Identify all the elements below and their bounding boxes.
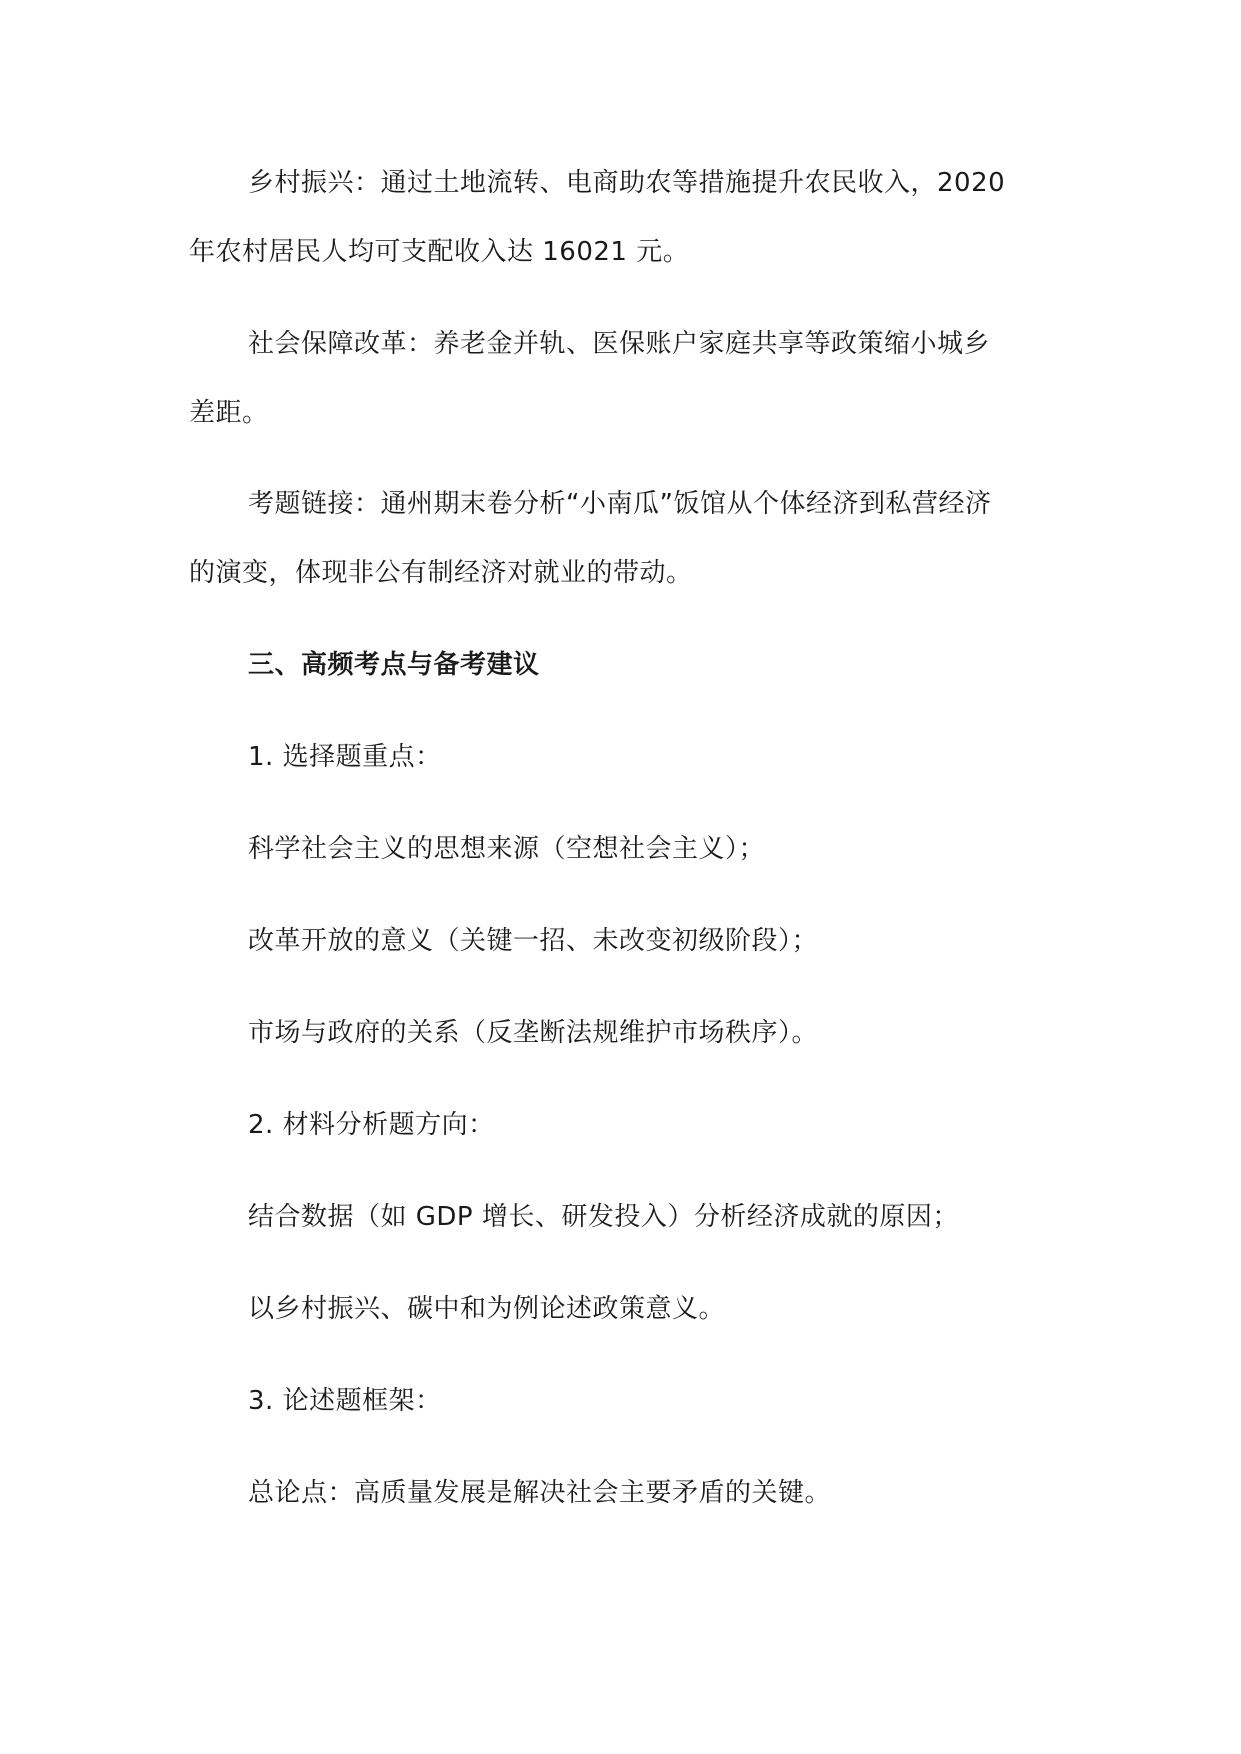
item-2-point-2: 以乡村振兴、碳中和为例论述政策意义。 (248, 1294, 726, 1324)
paragraph-rural-line-1: 乡村振兴：通过土地流转、电商助农等措施提升农民收入，2020 (248, 168, 1006, 198)
item-2-title: 2. 材料分析题方向： (248, 1110, 495, 1140)
item-1-point-2: 改革开放的意义（关键一招、未改变初级阶段）； (248, 926, 819, 956)
paragraph-social-security-line-2: 差距。 (189, 398, 269, 428)
item-3-title: 3. 论述题框架： (248, 1386, 442, 1416)
item-1-point-3: 市场与政府的关系（反垄断法规维护市场秩序）。 (248, 1018, 819, 1048)
paragraph-exam-link-line-2: 的演变，体现非公有制经济对就业的带动。 (189, 558, 693, 588)
item-1-title: 1. 选择题重点： (248, 742, 442, 772)
paragraph-exam-link-line-1: 考题链接：通州期末卷分析“小南瓜”饭馆从个体经济到私营经济 (248, 489, 992, 519)
item-3-point-1: 总论点：高质量发展是解决社会主要矛盾的关键。 (248, 1478, 832, 1508)
paragraph-rural-line-2: 年农村居民人均可支配收入达 16021 元。 (189, 237, 690, 267)
item-1-point-1: 科学社会主义的思想来源（空想社会主义）； (248, 834, 766, 864)
paragraph-social-security-line-1: 社会保障改革：养老金并轨、医保账户家庭共享等政策缩小城乡 (248, 329, 991, 359)
section-heading-3: 三、高频考点与备考建议 (248, 650, 540, 680)
item-2-point-1: 结合数据（如 GDP 增长、研发投入）分析经济成就的原因； (248, 1202, 959, 1232)
